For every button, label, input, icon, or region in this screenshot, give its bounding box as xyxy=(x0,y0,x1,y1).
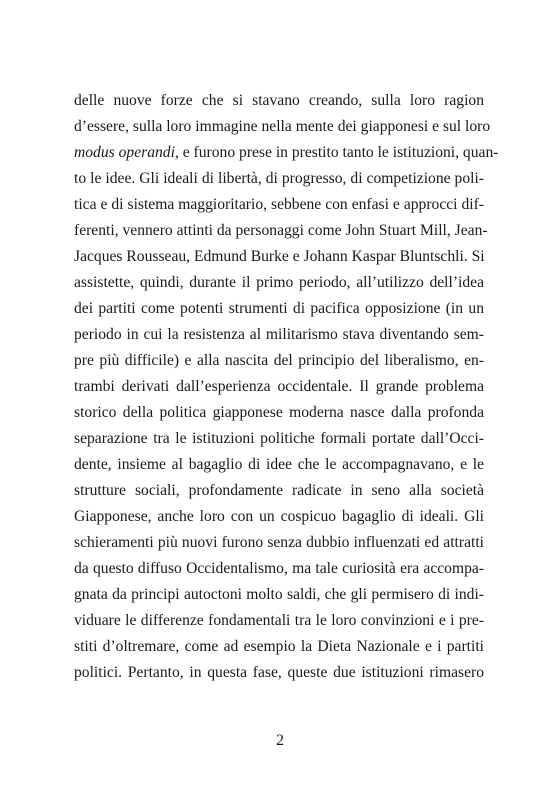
text-line-22: stiti d’oltremare, come ad esempio la Dieta Nazionale e i partiti xyxy=(74,638,484,655)
text-line-15: dente, insieme al bagaglio di idee che le accompagnavano, e le xyxy=(74,456,484,473)
text-line-2: d’essere, sulla loro immagine nella mente dei giapponesi e sul loro xyxy=(74,118,491,135)
text-line-3 xyxy=(74,140,499,166)
text-line-12: trambi derivati dall’esperienza occidentale. Il grande problema xyxy=(74,378,484,395)
text-line-5: tica e di sistema maggioritario, sebbene con enfasi e approcci dif- xyxy=(74,196,484,213)
text-line-16: strutture sociali, profondamente radicate in seno alla società xyxy=(74,482,484,499)
text-line-7: Jacques Rousseau, Edmund Burke e Johann Kaspar Bluntschli. Si xyxy=(74,248,485,265)
text-line-11: pre più difficile) e alla nascita del principio del liberalismo, en- xyxy=(74,352,484,369)
text-line-19: da questo diffuso Occidentalismo, ma tale curiosità era accompa- xyxy=(74,560,484,577)
text-line-10: periodo in cui la resistenza al militarismo stava diventando sem- xyxy=(74,326,484,343)
text-line-8: assistette, quindi, durante il primo periodo, all’utilizzo dell’idea xyxy=(74,274,484,291)
page-number: 2 xyxy=(276,732,284,749)
text-line-17: Giapponese, anche loro con un cospicuo bagaglio di ideali. Gli xyxy=(74,508,484,525)
text-line-9: dei partiti come potenti strumenti di pacifica opposizione (in un xyxy=(74,300,484,317)
text-line-6: ferenti, vennero attinti da personaggi come John Stuart Mill, Jean- xyxy=(74,222,488,239)
text-line-20: gnata da principi autoctoni molto saldi, che gli permisero di indi- xyxy=(74,586,484,603)
text-line-4: to le idee. Gli ideali di libertà, di progresso, di competizione poli- xyxy=(74,170,484,187)
text-line-14: separazione tra le istituzioni politiche formali portate dall’Occi- xyxy=(74,430,484,447)
body-text xyxy=(74,88,499,686)
text-line-23: politici. Pertanto, in questa fase, queste due istituzioni rimasero xyxy=(74,664,484,681)
text-line-1: delle nuove forze che si stavano creando, sulla loro ragion xyxy=(74,92,484,109)
italic-term: modus operandi xyxy=(74,144,175,161)
text-line-13: storico della politica giapponese moderna nasce dalla profonda xyxy=(74,404,484,421)
text-line-3-rest: , e furono prese in prestito tanto le istituzioni, quan- xyxy=(174,144,499,161)
text-line-21: viduare le differenze fondamentali tra le loro convinzioni e i pre- xyxy=(74,612,484,629)
text-line-18: schieramenti più nuovi furono senza dubbio influenzati ed attratti xyxy=(74,534,484,551)
